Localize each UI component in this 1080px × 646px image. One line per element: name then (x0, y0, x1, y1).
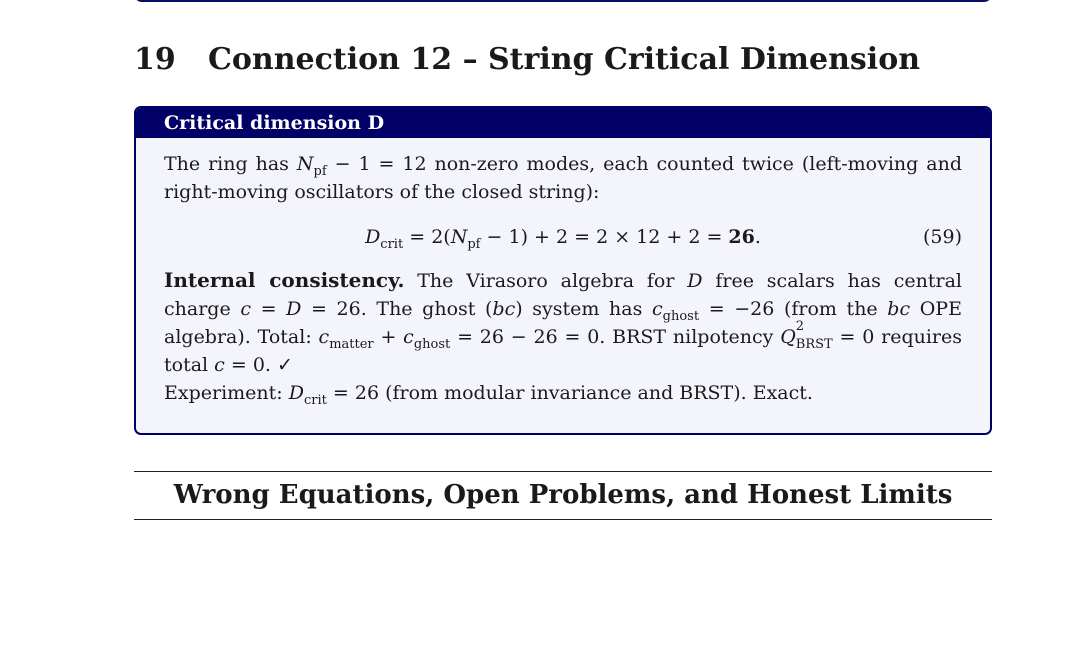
math-text: . (754, 226, 761, 248)
math-var: D (288, 382, 304, 404)
math-var: D (286, 298, 302, 320)
math-q-brst: Q 2 (780, 319, 805, 348)
part-heading: Wrong Equations, Open Problems, and Honest Limits (173, 480, 953, 510)
equation (164, 223, 962, 251)
math-var: Q (780, 326, 796, 348)
body-text: free scalars has central charge (164, 270, 962, 320)
math-sub: ghost (413, 337, 451, 352)
intro-text: − 1 = 12 non-zero modes, each counted twice (left-moving and right-moving oscillators of the closed string): (164, 153, 963, 203)
math-var: N (450, 226, 468, 248)
body-text: = 0 requires total (164, 326, 962, 376)
math-var: c (318, 326, 330, 348)
definition-box (134, 106, 992, 435)
check-mark-icon: ✓ (277, 354, 293, 376)
box-title: Critical dimension D (136, 108, 990, 138)
math-var: bc (492, 298, 516, 320)
previous-box-bottom-border (134, 0, 992, 2)
equation-number: (59) (922, 226, 962, 248)
paragraph-lead: Internal consistency. (164, 268, 405, 292)
body-text: Experiment: (164, 382, 283, 404)
body-text: The Virasoro algebra for (417, 270, 675, 292)
math-text: = 2( (409, 226, 451, 248)
body-text: = −26 (from the (708, 298, 878, 320)
math-var: c (214, 354, 225, 376)
part-rule-bottom (134, 519, 992, 520)
math-var: D (365, 226, 381, 248)
consistency-paragraph (164, 266, 962, 379)
math-var: c (651, 298, 663, 320)
math-sub: crit (303, 393, 327, 408)
section-number: 19 (134, 42, 176, 77)
intro-text: The ring has (164, 153, 289, 175)
math-var: c (403, 326, 414, 348)
box-body (136, 138, 990, 407)
body-text: = 26 (from modular invariance and BRST). Exact. (332, 382, 813, 404)
math-sub: pf (467, 237, 481, 252)
body-text: = 26 − 26 = 0. BRST nilpotency (457, 326, 774, 348)
body-text: OPE algebra). Total: (164, 298, 962, 348)
math-var: N (296, 153, 314, 175)
math-sub: pf (313, 164, 327, 179)
math-text: = (260, 298, 277, 320)
experiment-paragraph (164, 379, 962, 407)
intro-paragraph (164, 150, 962, 206)
part-rule-top (134, 471, 992, 472)
math-var: bc (887, 298, 911, 320)
math-sub: matter (329, 337, 374, 352)
math-sub: ghost (662, 309, 700, 324)
math-sub: crit (380, 237, 404, 252)
math-var: D (687, 270, 703, 292)
body-text: = 26. The ghost ( (311, 298, 493, 320)
equation-row (164, 215, 962, 261)
math-sub: BRST (795, 337, 833, 352)
math-text: + (380, 326, 397, 348)
body-text: = 0. (230, 354, 271, 376)
equation-result: 26 (728, 226, 755, 248)
math-var: c (240, 298, 251, 320)
section-title: Connection 12 – String Critical Dimension (208, 42, 921, 77)
section-heading (134, 42, 920, 77)
math-text: − 1) + 2 = 2 × 12 + 2 = (486, 226, 723, 248)
body-text: ) system has (515, 298, 643, 320)
